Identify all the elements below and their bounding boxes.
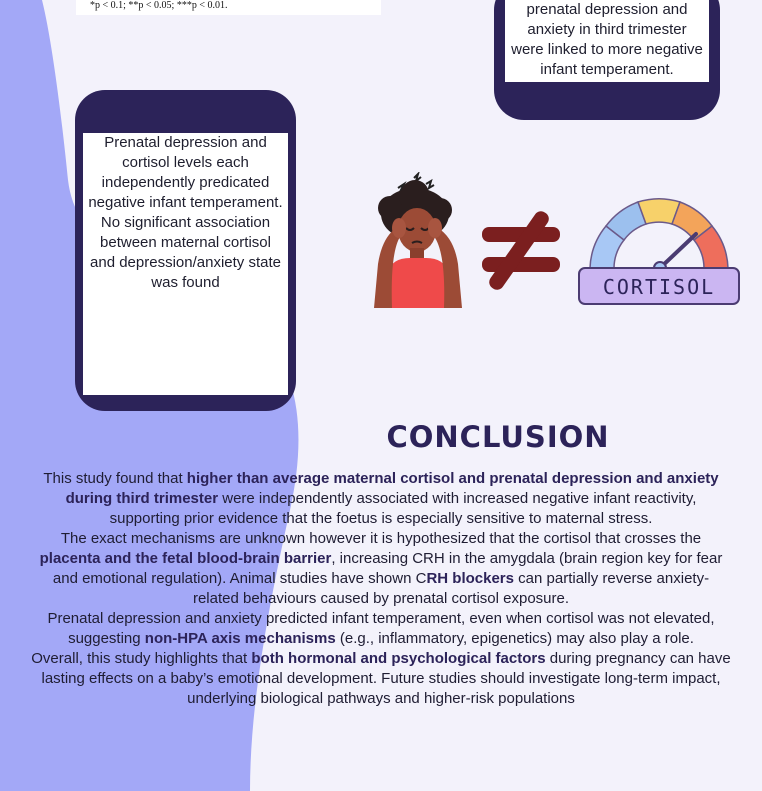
emphasis-text: both hormonal and psychological factors	[251, 650, 546, 667]
emphasis-text: RH blockers	[426, 570, 514, 587]
stressed-woman-illustration	[368, 172, 468, 308]
emphasis-text: higher than average maternal cortisol and prenatal depression and anxiety during third trimester	[65, 470, 719, 507]
table-footnote: *p < 0.1; **p < 0.05; ***p < 0.01.	[76, 0, 381, 15]
result-card-left-text: Prenatal depression and cortisol levels each independently predicated negative infant temperament. No significant association between maternal cortisol and depression/anxiety state was found	[83, 133, 288, 395]
conclusion-paragraph-4	[30, 649, 732, 709]
result-card-right-text: prenatal depression and anxiety in third trimester were linked to more negative infant temperament.	[505, 0, 709, 82]
text-span: This study found that	[43, 470, 187, 487]
text-span: during pregnancy can have lasting effects on a baby’s emotional development. Future studies should investigate long-term impact, underlying biological pathways and higher-risk populations	[41, 650, 731, 707]
emphasis-text: placenta and the fetal blood-brain barrier	[39, 550, 332, 567]
text-span: , increasing CRH in the amygdala (brain region key for fear and emotional regulation). Animal studies have shown C	[52, 550, 723, 587]
text-span: were independently associated with increased negative infant reactivity, supporting prior evidence that the foetus is especially sensitive to maternal stress.	[109, 490, 697, 527]
conclusion-paragraph-1	[30, 469, 732, 529]
emphasis-text: non-HPA axis mechanisms	[144, 630, 336, 647]
text-span: The exact mechanisms are unknown however it is hypothesized that the cortisol that crosses the	[60, 530, 702, 547]
not-equal-icon	[478, 205, 564, 295]
conclusion-paragraph-2	[30, 529, 732, 609]
text-span: Overall, this study highlights that	[31, 650, 252, 667]
text-span: can partially reverse anxiety-related behaviours caused by prenatal cortisol exposure.	[192, 570, 710, 607]
result-card-right	[494, 0, 720, 120]
text-span: Prenatal depression and anxiety predicted infant temperament, even when cortisol was not elevated, suggesting	[47, 610, 715, 647]
cortisol-gauge-icon	[576, 196, 742, 308]
conclusion-title: CONCLUSION	[386, 420, 610, 454]
text-span: (e.g., inflammatory, epigenetics) may also play a role.	[335, 630, 694, 647]
gauge-label: CORTISOL	[602, 275, 716, 299]
conclusion-body	[30, 469, 732, 709]
result-card-left	[75, 90, 296, 411]
conclusion-paragraph-3	[30, 609, 732, 649]
